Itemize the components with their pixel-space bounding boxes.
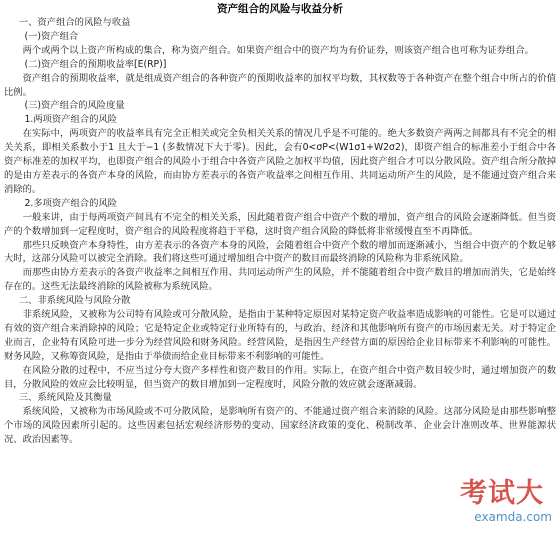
subsection-heading: (三)资产组合的风险度量 [24,100,125,112]
watermark-site-text: examda.com [474,510,552,524]
item-heading: 1.两项资产组合的风险 [24,114,117,126]
item-heading: 2.多项资产组合的风险 [24,197,117,209]
paragraph: 在风险分散的过程中，不应当过分夸大资产多样性和资产数目的作用。实际上，在资产组合中资产数目较少时，通过增加资产的数目，分散风险的效应会比较明显，但当资产的数目增加到一定程度时，风险分散的效应就会逐渐减弱。 [4,364,556,390]
section-heading: 一、资产组合的风险与收益 [18,17,131,28]
subsection-heading: (二)资产组合的预期收益率[E(RP)] [24,58,167,70]
paragraph: 资产组合的预期收益率，就是组成资产组合的各种资产的预期收益率的加权平均数，其权数等于各种资产在整个组合中所占的价值比例。 [4,72,556,98]
paragraph: 在实际中，两项资产的收益率具有完全正相关或完全负相关关系的情况几乎是不可能的。绝大多数资产两两之间都具有不完全的相关关系，即相关系数小于1 且大于−1 (多数情况下大于零)。因此，会有0<σP<(W1σ1+W2σ2)，即资产组合的标准差小于组合中各资产标准差的加权平均，也即资产组合的风险小于组合中各资产风险之加权平均值，因此资产组合才可以分散风险。资产组合所分散掉的是由方差表示的各资产本身的风险，而由协方差表示的各资产收益率之间相互作用、共同运动所产生的风险，是不能通过资产组合来消除的。 [4,128,556,195]
watermark-logo [442,479,554,531]
document-title: 资产组合的风险与收益分析 [217,3,343,15]
subsection-heading: (一)资产组合 [24,30,79,42]
watermark-main-text: 考试大 [460,478,544,509]
paragraph: 而那些由协方差表示的各资产收益率之间相互作用、共同运动所产生的风险，并不能随着组合中资产数目的增加而消失，它是始终存在的。这些无法最终消除的风险被称为系统风险。 [4,267,556,293]
paragraph: 那些只反映资产本身特性，由方差表示的各资产本身的风险，会随着组合中资产个数的增加而逐渐减小，当组合中资产的个数足够大时，这部分风险可以被完全消除。我们将这些可通过增加组合中资产的数目而最终消除的风险称为非系统风险。 [4,239,556,265]
section-heading: 三、系统风险及其衡量 [18,392,112,404]
section-heading: 二、非系统风险与风险分散 [18,295,131,307]
paragraph: 非系统风险，又被称为公司特有风险或可分散风险，是指由于某种特定原因对某特定资产收益率造成影响的可能性。它是可以通过有效的资产组合来消除掉的风险；它是特定企业或特定行业所特有的，与政治、经济和其他影响所有资产的市场因素无关。对于特定企业而言，企业特有风险可进一步分为经营风险和财务风险。经营风险，是指因生产经营方面的原因给企业目标带来不利影响的可能性。财务风险，又称筹资风险，是指由于举债而给企业目标带来不利影响的可能性。 [4,309,556,362]
paragraph: 两个或两个以上资产所构成的集合，称为资产组合。如果资产组合中的资产均为有价证券，则该资产组合也可称为证券组合。 [22,44,534,56]
paragraph: 一般来讲，由于每两项资产间具有不完全的相关关系，因此随着资产组合中资产个数的增加，资产组合的风险会逐渐降低。但当资产的个数增加到一定程度时，资产组合的风险程度将趋于平稳，这时资产组合风险的降低将非常缓慢直至不再降低。 [4,211,556,237]
paragraph: 系统风险，又被称为市场风险或不可分散风险，是影响所有资产的、不能通过资产组合来消除的风险。这部分风险是由那些影响整个市场的风险因素所引起的。这些因素包括宏观经济形势的变动、国家经济政策的变化、税制改革、企业会计准则改革、世界能源状况、政治因素等。 [4,406,556,446]
